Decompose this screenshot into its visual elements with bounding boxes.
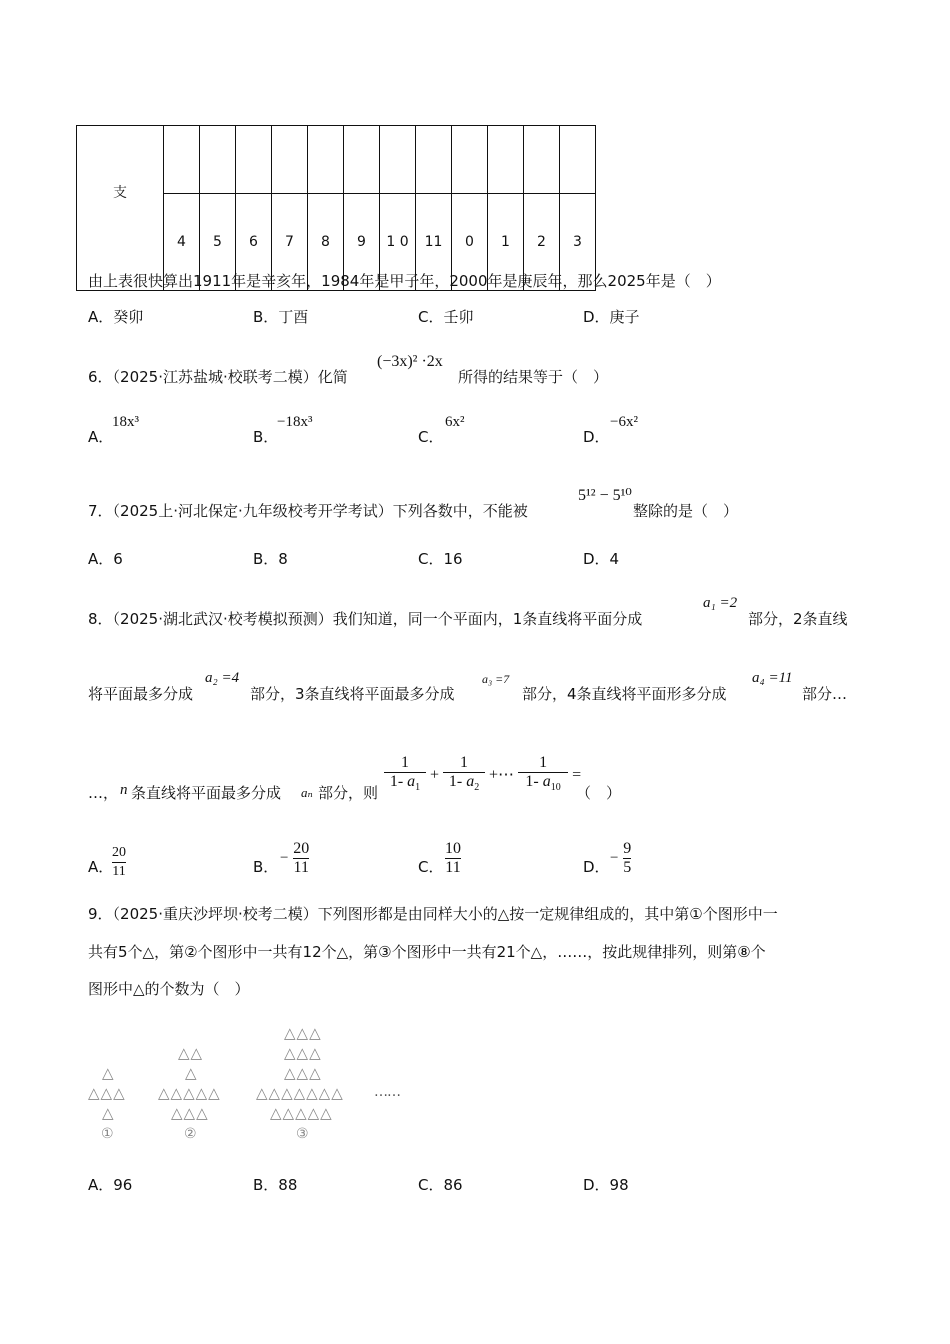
q8-label-c: C．	[418, 858, 444, 876]
q5-option-c[interactable]: C．壬卯	[418, 308, 474, 326]
triangle-icon: △△△	[171, 1104, 209, 1122]
table-cell: 9	[344, 193, 380, 291]
q8-line2-a: 将平面最多分成	[88, 685, 194, 703]
triangle-icon: △△△	[88, 1084, 126, 1102]
q8-a3: a₃ =7	[482, 672, 510, 686]
q7-expression: 5¹² − 5¹⁰	[578, 487, 632, 504]
q8-b-sign: −	[280, 850, 289, 866]
q8-c-num: 10	[445, 840, 461, 857]
q8-line2-end: 部分…	[802, 685, 848, 703]
q8-b-den: 11	[293, 859, 309, 876]
q8-line1-end: 部分，2条直线	[748, 610, 848, 628]
q9-option-d[interactable]: D．98	[583, 1176, 629, 1194]
q6-suffix: 所得的结果等于（ ）	[458, 368, 609, 386]
figure-label-2: ②	[184, 1126, 198, 1142]
q8-label-d: D．	[583, 858, 610, 876]
triangle-icon: △△△	[284, 1064, 322, 1082]
q8-option-c[interactable]	[445, 840, 461, 877]
q7-option-b[interactable]: B．8	[253, 550, 288, 568]
q8-line3-end: （ ）	[576, 784, 622, 802]
table-cell: 0	[452, 193, 488, 291]
q9-option-a[interactable]: A．96	[88, 1176, 133, 1194]
q8-option-d[interactable]	[610, 840, 631, 877]
triangle-icon: △△△△△	[270, 1104, 333, 1122]
q8-an: aₙ	[301, 785, 313, 800]
q5-option-b[interactable]: B．丁酉	[253, 308, 309, 326]
q8-n: n	[120, 782, 128, 798]
q8-line1: 8．（2025·湖北武汉·校考模拟预测）我们知道，同一个平面内，1条直线将平面分成	[88, 610, 643, 628]
q8-b-num: 20	[293, 840, 310, 857]
q8-a2: a₂ =4	[205, 670, 240, 686]
q7-option-c[interactable]: C．16	[418, 550, 463, 568]
q8-sum-expression: $\frac{1}{1- a_1}$ + $\frac{1}{1- a_2}$ +⋯ $\frac{1}{1- a_{10}}$ =	[384, 754, 581, 797]
q7-option-d[interactable]: D．4	[583, 550, 620, 568]
q8-a1: a₁ =2	[703, 595, 738, 611]
q8-a-num: 20	[112, 845, 126, 860]
q6-option-d[interactable]: −6x²	[610, 414, 638, 430]
q6-expression: (−3x)² ·2x	[377, 353, 443, 370]
q8-line2-c: 部分，4条直线将平面形多分成	[522, 685, 727, 703]
q8-d-sign: −	[610, 850, 619, 866]
table-cell: 6	[236, 193, 272, 291]
table-cell: 4	[164, 193, 200, 291]
triangle-icon: △△△	[284, 1024, 322, 1042]
q9-option-b[interactable]: B．88	[253, 1176, 298, 1194]
q6-label-c: C．	[418, 428, 444, 446]
q6-label-d: D．	[583, 428, 610, 446]
q6-label-a: A．	[88, 428, 114, 446]
q8-line3-a: …，	[88, 784, 119, 802]
q8-line2-b: 部分，3条直线将平面最多分成	[250, 685, 455, 703]
table-cell: 3	[560, 193, 596, 291]
figure-label-3: ③	[296, 1126, 310, 1142]
triangle-icon: △△△△△△△	[256, 1084, 344, 1102]
q7-prefix: 7．（2025上·河北保定·九年级校考开学考试）下列各数中，不能被	[88, 502, 528, 520]
triangle-icon: △	[102, 1064, 115, 1082]
q5-option-d[interactable]: D．庚子	[583, 308, 640, 326]
triangle-figures	[86, 1020, 406, 1145]
q7-option-a[interactable]: A．6	[88, 550, 123, 568]
q8-d-num: 9	[623, 840, 632, 857]
table-cell: 7	[272, 193, 308, 291]
q9-line1: 9．（2025·重庆沙坪坝·校考二模）下列图形都是由同样大小的△按一定规律组成的，其中第①个图形中一	[88, 905, 778, 923]
table-cell: 5	[200, 193, 236, 291]
q5-text: 由上表很快算出1911年是辛亥年，1984年是甲子年，2000年是庚辰年，那么2025年是（ ）	[88, 272, 721, 290]
table-cell: 1	[488, 193, 524, 291]
table-cell: 11	[416, 193, 452, 291]
figures-ellipsis: ……	[374, 1084, 400, 1100]
q9-option-c[interactable]: C．86	[418, 1176, 463, 1194]
row-label: 支	[77, 126, 164, 291]
q8-a4: a₄ =11	[752, 670, 793, 686]
branch-table	[76, 125, 596, 291]
triangle-icon: △	[102, 1104, 115, 1122]
q6-option-b[interactable]: −18x³	[277, 414, 313, 430]
q6-option-c[interactable]: 6x²	[445, 414, 465, 430]
q6-label-b: B．	[253, 428, 279, 446]
table-cell: 1 0	[380, 193, 416, 291]
q7-suffix: 整除的是（ ）	[633, 502, 739, 520]
q8-option-a[interactable]	[112, 844, 126, 881]
q8-line3-c: 部分，则	[318, 784, 379, 802]
q8-d-den: 5	[623, 859, 632, 876]
figure-label-1: ①	[101, 1126, 115, 1142]
triangle-icon: △△△△△	[158, 1084, 221, 1102]
q8-line3-b: 条直线将平面最多分成	[131, 784, 282, 802]
q8-c-den: 11	[445, 859, 461, 876]
q8-option-b[interactable]	[280, 840, 309, 877]
q8-label-b: B．	[253, 858, 279, 876]
q5-option-a[interactable]: A．癸卯	[88, 308, 144, 326]
q8-label-a: A．	[88, 858, 114, 876]
table-cell: 2	[524, 193, 560, 291]
q9-line3: 图形中△的个数为（ ）	[88, 980, 250, 998]
q6-option-a[interactable]: 18x³	[112, 414, 139, 430]
triangle-icon: △	[185, 1064, 198, 1082]
q9-line2: 共有5个△，第②个图形中一共有12个△，第③个图形中一共有21个△，……，按此规律排列，则第⑧个	[88, 943, 766, 961]
table-cell: 8	[308, 193, 344, 291]
q8-a-den: 11	[112, 864, 126, 879]
triangle-icon: △△	[178, 1044, 204, 1062]
triangle-icon: △△△	[284, 1044, 322, 1062]
q6-prefix: 6．（2025·江苏盐城·校联考二模）化简	[88, 368, 348, 386]
